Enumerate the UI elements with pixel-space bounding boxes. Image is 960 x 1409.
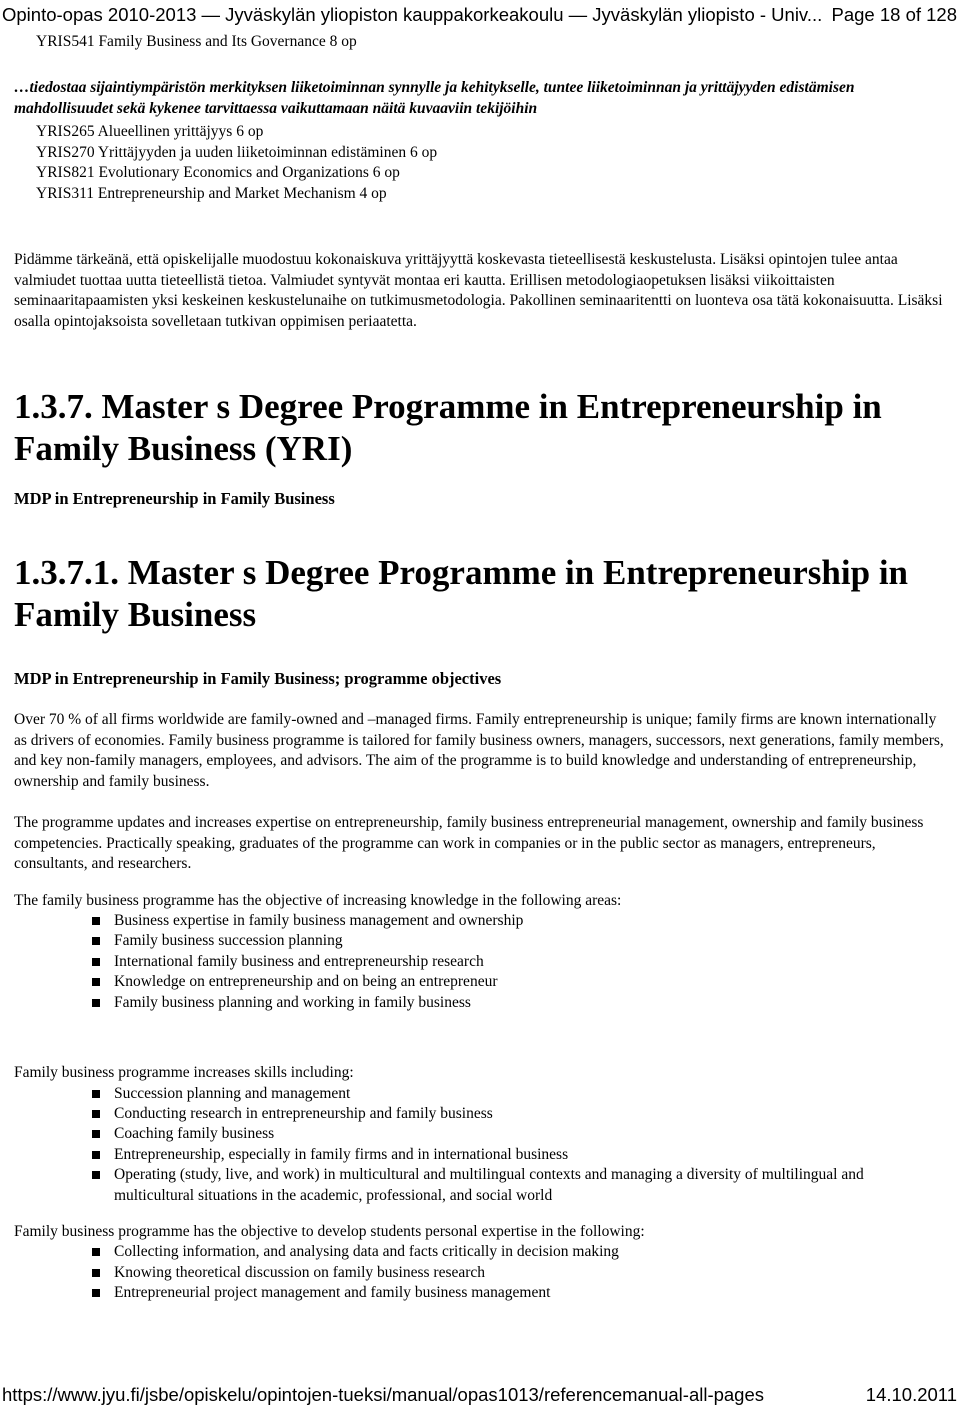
list-item-text: Knowing theoretical discussion on family business research <box>114 1263 486 1281</box>
list-item-text: Collecting information, and analysing data and facts critically in decision making <box>114 1243 619 1261</box>
list-item <box>92 993 944 1013</box>
italic-objectives: …tiedostaa sijaintiympäristön merkityksen liiketoiminnan synnylle ja kehitykselle, tuntee liiketoiminnan ja yrittäjyyden edistämisen mahdollisuudet sekä kykenee tarvittaessa vaikuttamaan näitä kuvaaviin tekijöihin <box>14 79 855 117</box>
header-title: Opinto-opas 2010-2013 ― Jyväskylän yliopiston kauppakorkeakoulu ― Jyväskylän yliopisto - Univ... <box>2 4 823 25</box>
square-bullet-icon <box>92 917 100 925</box>
list-item <box>92 911 944 931</box>
course-line-top: YRIS541 Family Business and Its Governance 8 op <box>36 33 357 50</box>
subheading-objectives: MDP in Entrepreneurship in Family Business; programme objectives <box>14 669 502 688</box>
list-item-text: Conducting research in entrepreneurship and family business <box>114 1104 493 1122</box>
list-item <box>92 972 944 992</box>
heading-programme-yri: 1.3.7. Master s Degree Programme in Entrepreneurship in Family Business (YRI) <box>14 387 882 468</box>
square-bullet-icon <box>92 978 100 986</box>
list-item <box>92 1283 944 1303</box>
course-item: YRIS821 Evolutionary Economics and Organizations 6 op <box>36 164 400 181</box>
square-bullet-icon <box>92 1171 100 1179</box>
list-item-text: Entrepreneurial project management and family business management <box>114 1284 551 1302</box>
heading-programme-sub: 1.3.7.1. Master s Degree Programme in Entrepreneurship in Family Business <box>14 553 909 634</box>
course-list <box>36 122 944 204</box>
list-item <box>92 931 944 951</box>
header-page-number: Page 18 of 128 <box>831 4 957 25</box>
print-footer <box>0 1381 960 1409</box>
paragraph-develop: Family business programme has the objective to develop students personal expertise in the following: <box>14 1222 645 1240</box>
list-item-text: Family business succession planning <box>114 932 343 950</box>
footer-date: 14.10.2011 <box>865 1384 957 1405</box>
finnish-paragraph: Pidämme tärkeänä, että opiskelijalle muodostuu kokonaiskuva yrittäjyyttä koskevasta tieteellisestä keskustelusta. Lisäksi opintojen tulee antaa valmiudet tuottaa uutta tieteellistä tietoa. Valmiudet syntyvät montaa eri kautta. Erillisen metodologiaopetuksen lisäksi viikoittaisten seminaaritapaamisten yksi keskeinen keskustelunaihe on tutkimusmetodologia. Pakollinen seminaaritentti on luonteva osa tätä kokonaisuutta. Lisäksi osalla opintojaksoista sovelletaan tutkivan oppimisen periaatetta. <box>14 251 943 330</box>
list-item <box>92 1165 944 1206</box>
square-bullet-icon <box>92 937 100 945</box>
list-item-text: Business expertise in family business management and ownership <box>114 912 524 929</box>
paragraph-over70: Over 70 % of all firms worldwide are family-owned and –managed firms. Family entrepreneurship is unique; family firms are known internationally as drivers of economies. Family business programme is tailored for family business owners, managers, successors, next generations, family members, and key non-family managers, employees, and advisors. The aim of the programme is to build knowledge and understanding of entrepreneurship, ownership and family business. <box>14 711 944 790</box>
knowledge-areas-list <box>92 911 944 1013</box>
subheading-mdp: MDP in Entrepreneurship in Family Business <box>14 489 335 508</box>
square-bullet-icon <box>92 1110 100 1118</box>
list-item <box>92 1124 944 1144</box>
paragraph-objective: The family business programme has the objective of increasing knowledge in the following areas: <box>14 891 622 909</box>
list-item <box>92 1145 944 1165</box>
list-item-text: Entrepreneurship, especially in family firms and in international business <box>114 1145 569 1163</box>
list-item-text: Knowledge on entrepreneurship and on being an entrepreneur <box>114 973 498 991</box>
course-item: YRIS265 Alueellinen yrittäjyys 6 op <box>36 123 264 140</box>
list-item <box>92 1242 944 1262</box>
course-item: YRIS270 Yrittäjyyden ja uuden liiketoiminnan edistäminen 6 op <box>36 143 438 161</box>
list-item <box>92 1084 944 1104</box>
list-item-text: Coaching family business <box>114 1125 275 1143</box>
footer-url: https://www.jyu.fi/jsbe/opiskelu/opintojen-tueksi/manual/opas1013/referencemanual-all-pages <box>2 1384 765 1405</box>
list-item-text: Succession planning and management <box>114 1084 351 1102</box>
square-bullet-icon <box>92 999 100 1007</box>
square-bullet-icon <box>92 1090 100 1098</box>
square-bullet-icon <box>92 1248 100 1256</box>
square-bullet-icon <box>92 1130 100 1138</box>
list-item-text: Operating (study, live, and work) in multicultural and multilingual contexts and managing a diversity of multilingual and multicultural situations in the academic, professional, and social world <box>114 1166 864 1204</box>
list-item <box>92 1104 944 1124</box>
list-item <box>92 1263 944 1283</box>
square-bullet-icon <box>92 958 100 966</box>
page-content <box>14 30 944 1304</box>
course-item: YRIS311 Entrepreneurship and Market Mechanism 4 op <box>36 184 387 202</box>
list-item-text: Family business planning and working in family business <box>114 993 471 1011</box>
paragraph-skills: Family business programme increases skills including: <box>14 1064 354 1082</box>
print-header <box>0 0 960 30</box>
expertise-list <box>92 1242 944 1303</box>
square-bullet-icon <box>92 1269 100 1277</box>
square-bullet-icon <box>92 1289 100 1297</box>
list-item <box>92 952 944 972</box>
list-item-text: International family business and entrepreneurship research <box>114 952 484 970</box>
skills-list <box>92 1084 944 1206</box>
square-bullet-icon <box>92 1151 100 1159</box>
paragraph-updates: The programme updates and increases expertise on entrepreneurship, family business entrepreneurial management, ownership and family business competencies. Practically speaking, graduates of the programme can work in companies or in the public sector as managers, entrepreneurs, consultants, and researchers. <box>14 814 924 872</box>
